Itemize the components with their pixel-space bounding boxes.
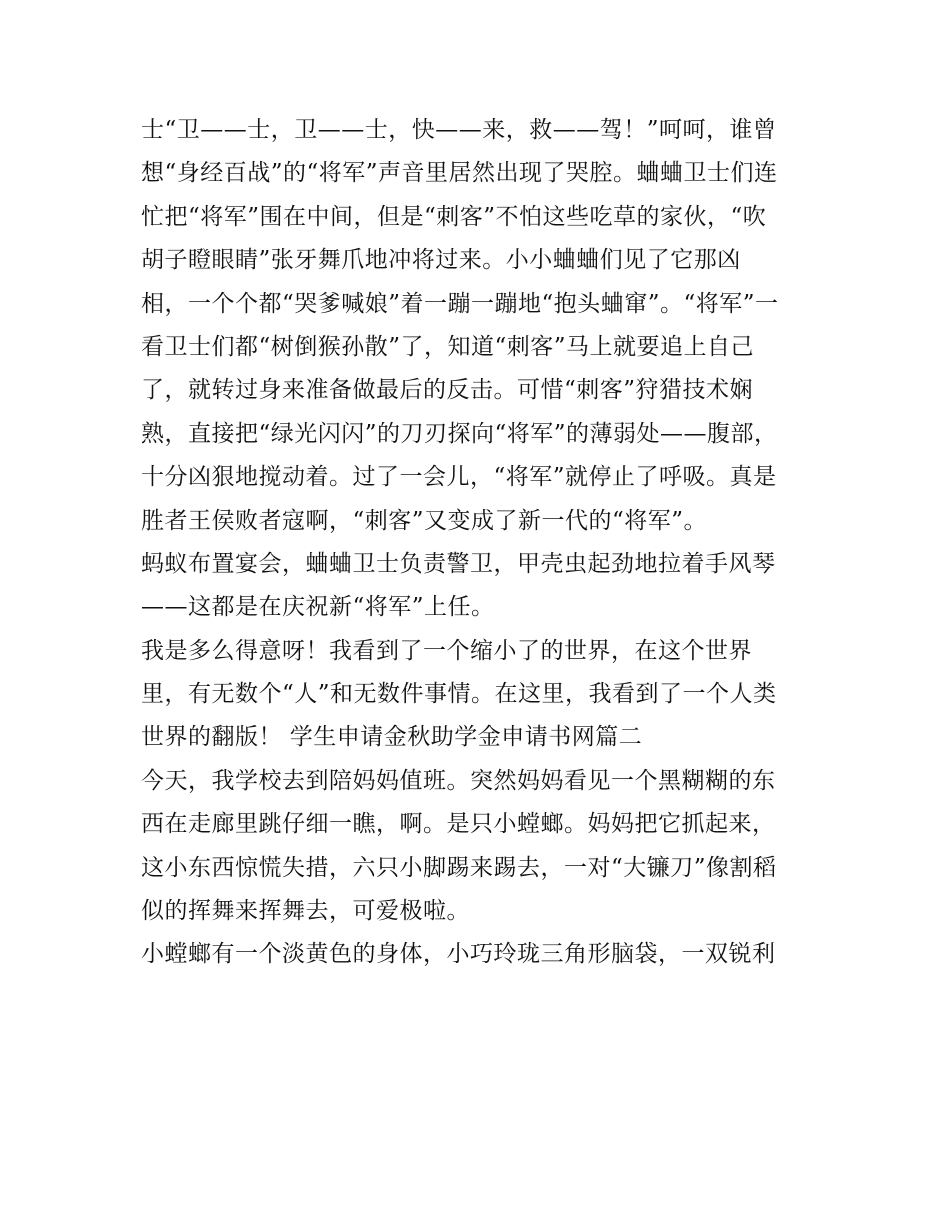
text-line: 忙把“将军”围在中间，但是“刺客”不怕这些吃草的家伙，“吹 <box>141 203 767 230</box>
text-line: 似的挥舞来挥舞去，可爱极啦。 <box>141 898 470 925</box>
text-line: 世界的翻版！ 学生申请金秋助学金申请书网篇二 <box>141 724 643 751</box>
text-line: 今天，我学校去到陪妈妈值班。突然妈妈看见一个黑糊糊的东 <box>141 767 776 794</box>
text-line: 西在走廊里跳仔细一瞧，啊。是只小螳螂。妈妈把它抓起来， <box>141 811 776 838</box>
text-line: 胡子瞪眼睛”张牙舞爪地冲将过来。小小蛐蛐们见了它那凶 <box>141 247 741 274</box>
text-line: 想“身经百战”的“将军”声音里居然出现了哭腔。蛐蛐卫士们连 <box>141 160 778 187</box>
text-line: 这小东西惊慌失措，六只小脚踢来踢去，一对“大镰刀”像割稻 <box>141 854 777 881</box>
text-line: 里，有无数个“人”和无数件事情。在这里，我看到了一个人类 <box>141 681 777 708</box>
text-line: 看卫士们都“树倒猴孙散”了，知道“刺客”马上就要追上自己 <box>141 333 755 360</box>
text-line: 十分凶狠地搅动着。过了一会儿，“将军”就停止了呼吸。真是 <box>141 464 777 491</box>
text-line: 相，一个个都“哭爹喊娘”着一蹦一蹦地“抱头蛐窜”。“将军”一 <box>141 290 779 317</box>
text-line: 胜者王侯败者寇啊，“刺客”又变成了新一代的“将军”。 <box>141 507 708 534</box>
text-line: 小螳螂有一个淡黄色的身体，小巧玲珑三角形脑袋，一双锐利 <box>141 941 776 968</box>
text-line: ——这都是在庆祝新“将军”上任。 <box>141 594 495 621</box>
text-line: 士“卫——士，卫——士，快——来，救——驾！”呵呵，谁曾 <box>141 117 777 143</box>
body-text <box>141 109 821 977</box>
text-line: 熟，直接把“绿光闪闪”的刀刃探向“将军”的薄弱处——腹部， <box>141 420 778 447</box>
text-line: 我是多么得意呀！我看到了一个缩小了的世界，在这个世界 <box>141 637 752 664</box>
text-line: 了，就转过身来准备做最后的反击。可惜“刺客”狩猎技术娴 <box>141 377 754 404</box>
text-line: 蚂蚁布置宴会，蛐蛐卫士负责警卫，甲壳虫起劲地拉着手风琴 <box>141 550 776 577</box>
